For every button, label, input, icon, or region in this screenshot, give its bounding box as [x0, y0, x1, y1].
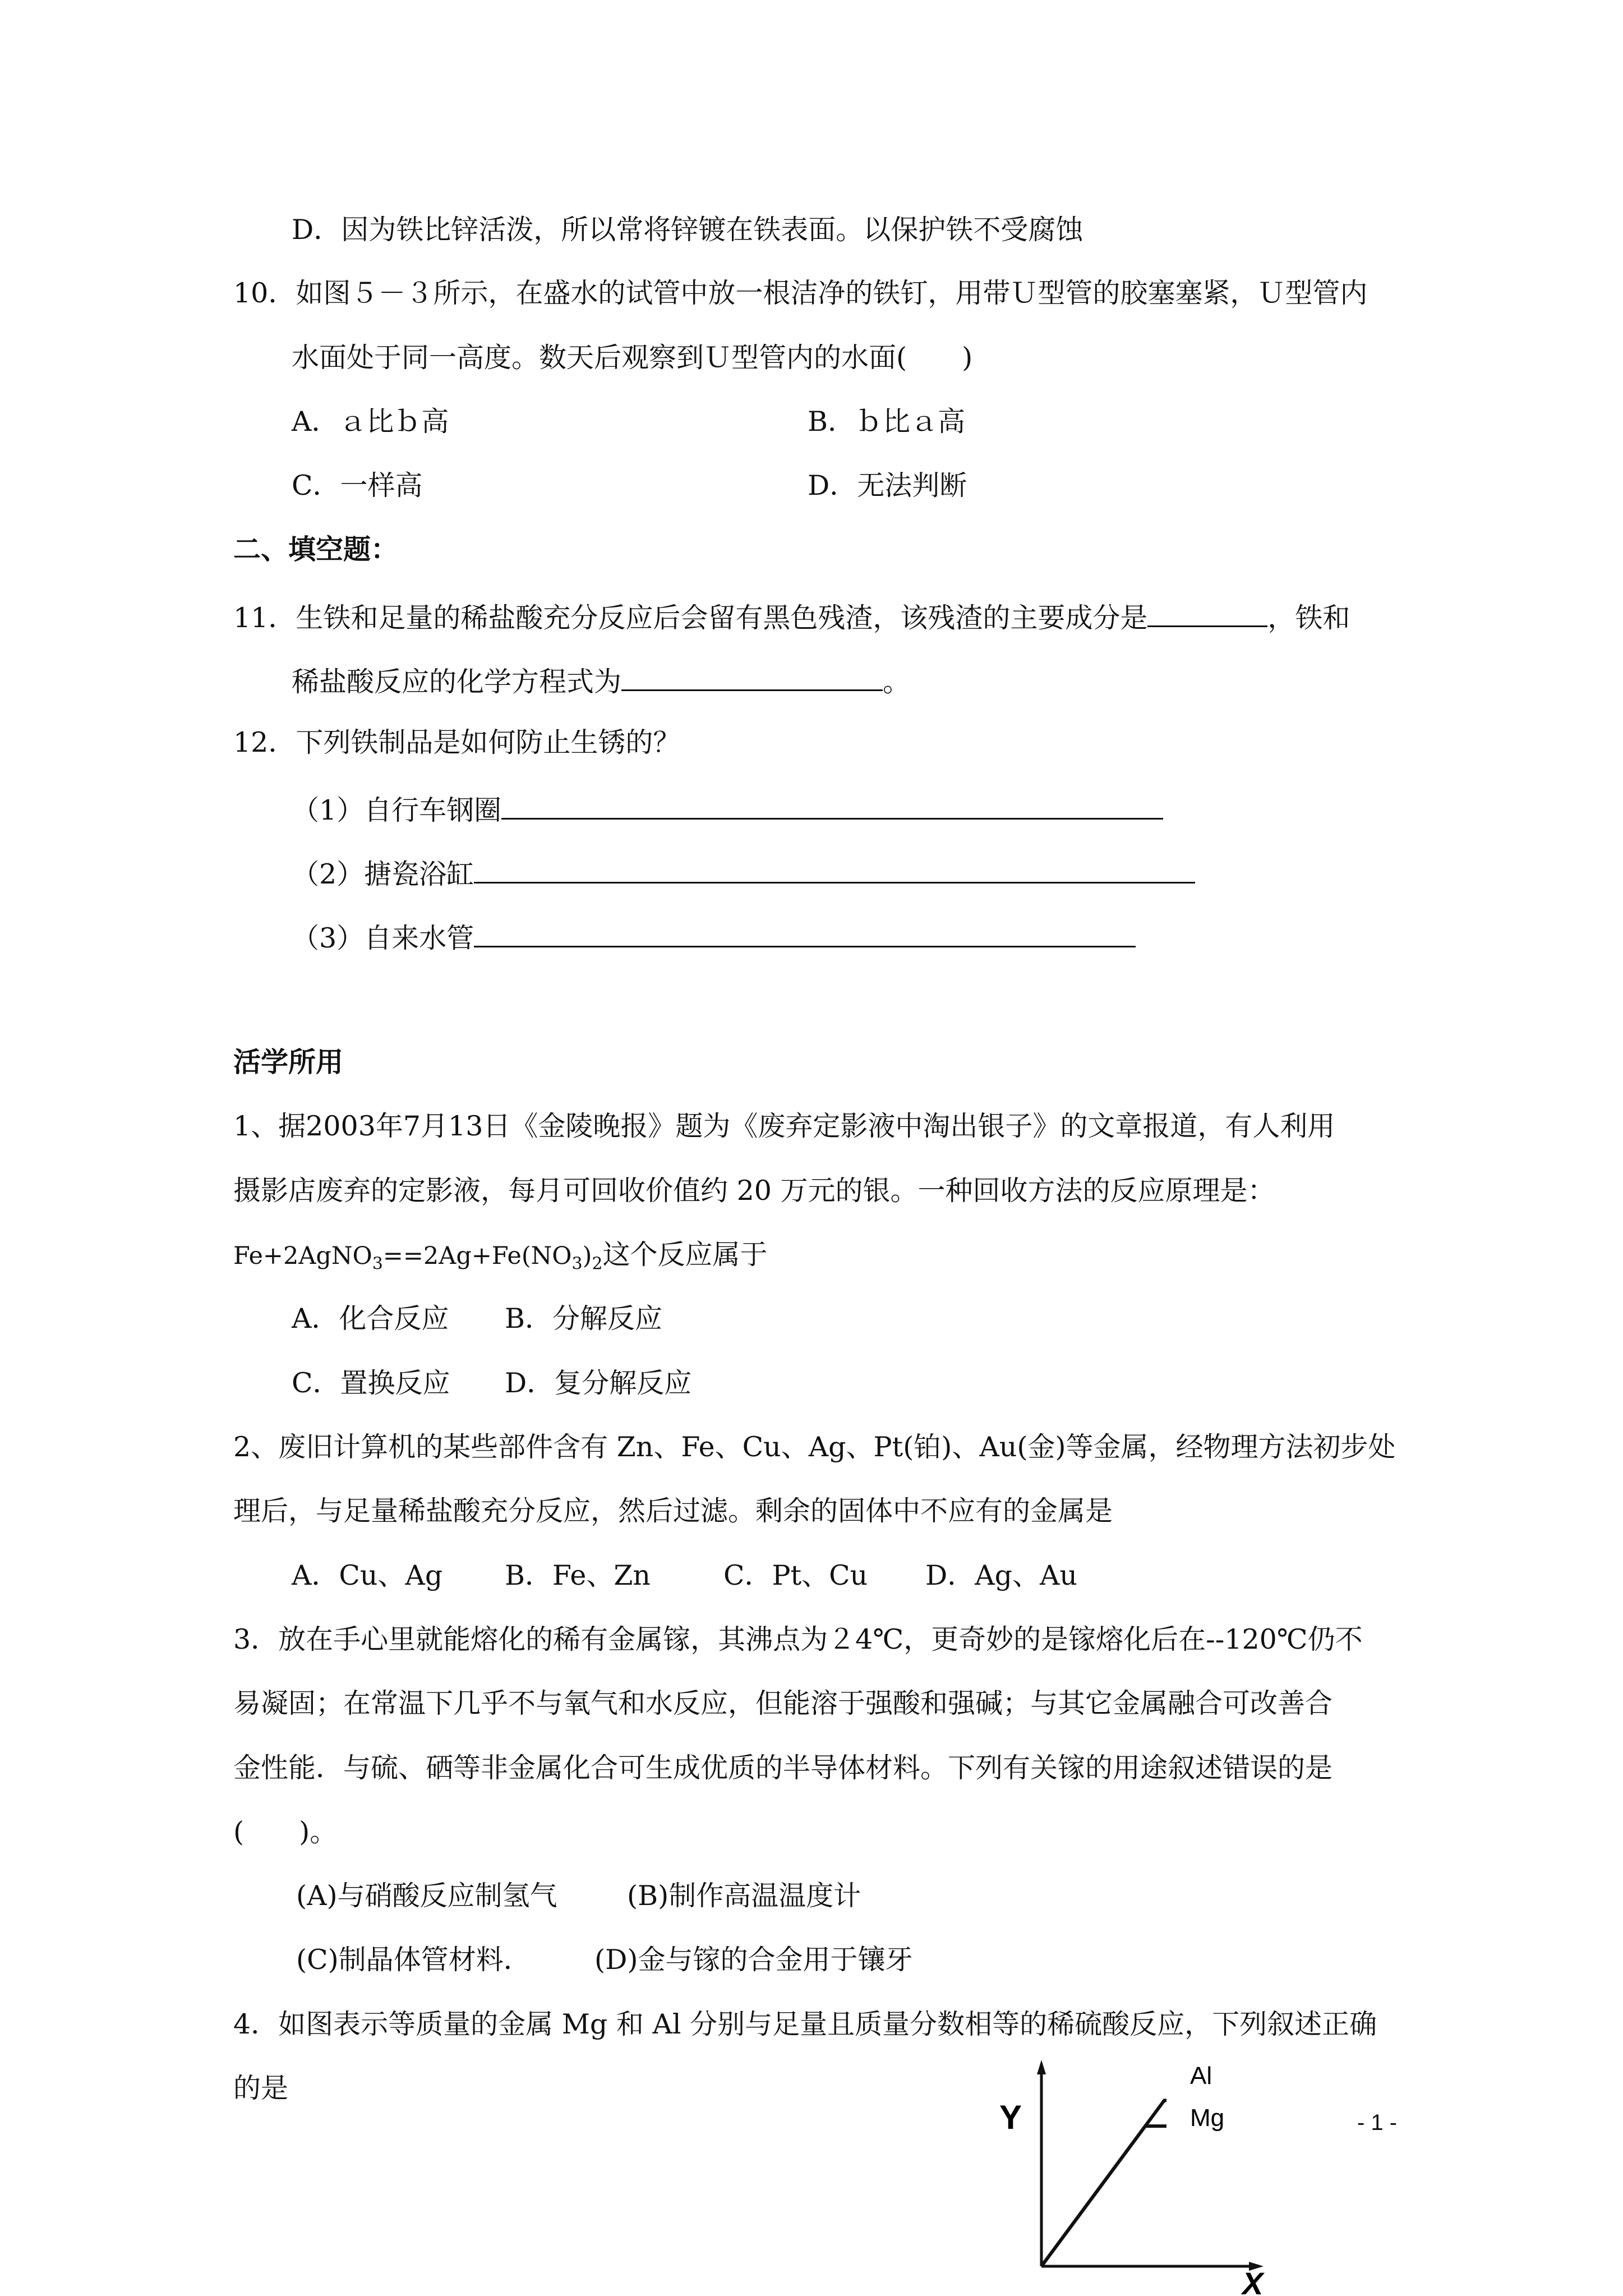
p3-options-row2 — [0, 1942, 1623, 1978]
q12-item3-label: （3）自来水管 — [292, 922, 474, 954]
p3-option-b: (B)制作高温温度计 — [627, 1880, 861, 1912]
p1-options-row1 — [0, 1301, 1623, 1337]
q11-line1-text: 11．生铁和足量的稀盐酸充分反应后会留有黑色残渣，该残渣的主要成分是 — [233, 602, 1148, 634]
section-apply-title: 活学所用 — [233, 1046, 344, 1078]
p1-eq-sub2: 3 — [571, 1254, 583, 1274]
p1-equation — [233, 1237, 767, 1273]
p2-line2: 理后，与足量稀盐酸充分反应，然后过滤。剩余的固体中不应有的金属是 — [233, 1495, 1113, 1527]
p3-line1: 3．放在手心里就能熔化的稀有金属镓，其沸点为２4℃，更奇妙的是镓熔化后在--120℃仍不 — [233, 1623, 1363, 1655]
graph-series — [1041, 2062, 1224, 2266]
y-axis-label: Y — [999, 2099, 1022, 2136]
p3-option-a: (A)与硝酸反应制氢气 — [296, 1880, 557, 1912]
p1-line1: 1、据2003年7月13日《金陵晚报》题为《废弃定影液中淘出银子》的文章报道，有人利用 — [233, 1110, 1335, 1142]
q11-blank-residue[interactable] — [1147, 596, 1267, 627]
p1-option-c: C．置换反应 — [292, 1367, 450, 1399]
page-number: - 1 - — [1357, 2110, 1398, 2135]
reaction-graph — [981, 2047, 1295, 2294]
series-label-al: Al — [1190, 2062, 1212, 2090]
q12-item2 — [292, 853, 1195, 889]
p1-eq-tail: 这个反应属于 — [602, 1239, 768, 1271]
p1-eq-part-b: ==2Ag+Fe(NO — [382, 1242, 572, 1270]
q10-option-d: D．无法判断 — [808, 470, 967, 501]
p4-line2: 的是 — [233, 2072, 289, 2104]
p2-option-c: C．Pt、Cu — [723, 1559, 868, 1591]
q10-option-c: C．一样高 — [292, 470, 423, 501]
q12-item1-label: （1）自行车钢圈 — [292, 794, 502, 826]
q9-option-d: D．因为铁比锌活泼，所以常将锌镀在铁表面。以保护铁不受腐蚀 — [292, 214, 1083, 246]
q12-item1 — [292, 789, 1163, 825]
p1-options-row2 — [0, 1365, 1623, 1401]
p1-eq-part-c: ) — [582, 1242, 592, 1270]
q10-option-a: A．ａ比ｂ高 — [292, 406, 449, 438]
p3-line4: ( )。 — [233, 1816, 338, 1848]
p2-option-a: A．Cu、Ag — [292, 1559, 443, 1591]
p1-eq-sub1: 3 — [372, 1254, 383, 1274]
p2-option-d: D．Ag、Au — [925, 1559, 1077, 1591]
series-line-mg — [1041, 2126, 1166, 2266]
q12-stem: 12．下列铁制品是如何防止生锈的？ — [233, 726, 681, 758]
p3-line2: 易凝固；在常温下几乎不与氧气和水反应，但能溶于强酸和强碱；与其它金属融合可改善合 — [233, 1687, 1333, 1719]
p1-eq-sub3: 2 — [592, 1254, 603, 1274]
q12-item2-label: （2）搪瓷浴缸 — [292, 858, 474, 890]
p4-line1: 4．如图表示等质量的金属 Mg 和 Al 分别与足量且质量分数相等的稀硫酸反应，下列叙述正确 — [233, 2008, 1377, 2040]
p3-options-row1 — [0, 1878, 1623, 1914]
p1-option-d: D．复分解反应 — [505, 1367, 692, 1399]
p3-line3: 金性能．与硫、硒等非金属化合可生成优质的半导体材料。下列有关镓的用途叙述错误的是 — [233, 1752, 1333, 1784]
q10-stem-line1: 10．如图５－３所示，在盛水的试管中放一根洁净的铁钉，用带Ｕ型管的胶塞塞紧，Ｕ型管内 — [233, 277, 1368, 309]
q10-option-b: B．ｂ比ａ高 — [808, 406, 966, 438]
p2-line1: 2、废旧计算机的某些部件含有 Zn、Fe、Cu、Ag、Pt(铂)、Au(金)等金属，经物理方法初步处 — [233, 1431, 1396, 1463]
q10-options-row1 — [0, 404, 1623, 440]
x-axis-label: X — [1242, 2266, 1264, 2294]
p1-eq-part-a: Fe+2AgNO — [233, 1242, 372, 1270]
p1-option-b: B．分解反应 — [505, 1303, 663, 1335]
p1-option-a: A．化合反应 — [292, 1303, 449, 1335]
q11-line1 — [233, 596, 1350, 632]
q10-stem-line2: 水面处于同一高度。数天后观察到Ｕ型管内的水面( ) — [292, 342, 973, 374]
q11-blank-equation[interactable] — [621, 660, 883, 691]
series-label-mg: Mg — [1190, 2104, 1225, 2132]
q11-line2-text: 稀盐酸反应的化学方程式为 — [292, 666, 622, 698]
p2-options — [0, 1558, 1623, 1594]
q12-item3 — [292, 917, 1136, 953]
q12-blank1[interactable] — [501, 789, 1163, 820]
q12-blank2[interactable] — [474, 853, 1195, 884]
q11-line2-tail: 。 — [883, 666, 911, 698]
p3-option-d: (D)金与镓的合金用于镶牙 — [594, 1944, 913, 1976]
p3-option-c: (C)制晶体管材料． — [296, 1944, 531, 1976]
q12-blank3[interactable] — [474, 917, 1136, 947]
section-fill-in-title: 二、填空题： — [233, 533, 399, 565]
q10-options-row2 — [0, 468, 1623, 504]
p1-line2: 摄影店废弃的定影液，每月可回收价值约 20 万元的银。一种回收方法的反应原理是： — [233, 1175, 1275, 1207]
p2-option-b: B．Fe、Zn — [505, 1559, 651, 1591]
q11-line1-tail: ，铁和 — [1267, 602, 1350, 634]
q11-line2 — [292, 660, 910, 696]
y-axis-arrow — [1037, 2060, 1046, 2074]
